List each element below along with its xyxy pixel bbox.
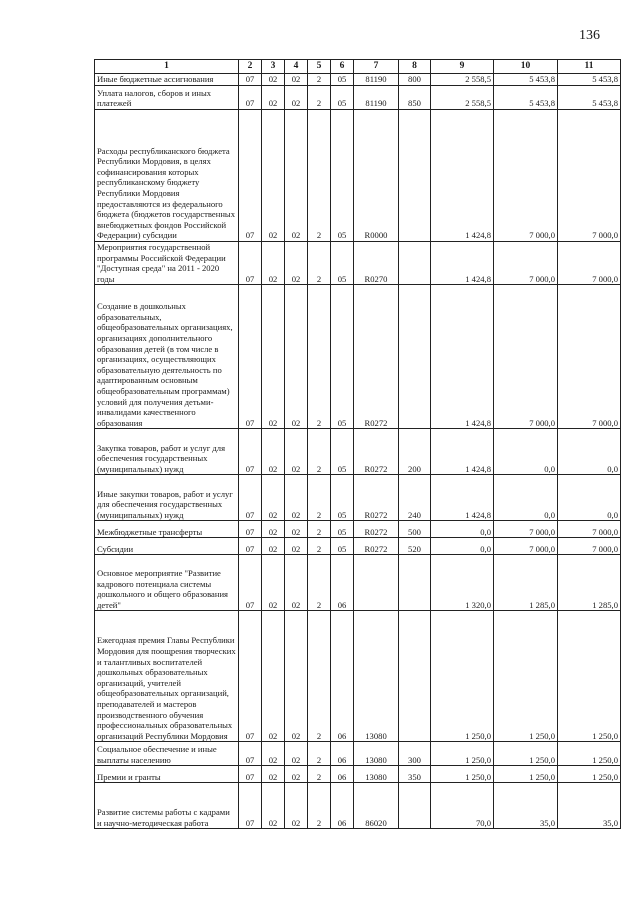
cell-col-4: 02 xyxy=(285,555,308,611)
column-header-6: 6 xyxy=(331,60,354,74)
cell-col-2: 07 xyxy=(239,521,262,538)
cell-col-4: 02 xyxy=(285,766,308,783)
cell-col-8 xyxy=(399,783,431,829)
cell-col-7: R0270 xyxy=(354,242,399,285)
column-header-5: 5 xyxy=(308,60,331,74)
cell-col-6: 06 xyxy=(331,555,354,611)
page-number: 136 xyxy=(579,28,600,43)
cell-col-7: 13080 xyxy=(354,766,399,783)
cell-col-7: R0000 xyxy=(354,110,399,242)
cell-col-4: 02 xyxy=(285,783,308,829)
cell-col-3: 02 xyxy=(262,766,285,783)
cell-col-7: 86020 xyxy=(354,783,399,829)
table-row xyxy=(95,110,621,242)
cell-col-10: 1 250,0 xyxy=(494,766,558,783)
cell-col-4: 02 xyxy=(285,611,308,742)
row-name: Расходы республиканского бюджета Республики Мордовия, в целях софинансирования которых республиканскому бюджету Республики Мордовия предоставляются из федерального бюджета (бюджетов государственных внебюджетных фондов Российской Федерации) субсидии xyxy=(95,110,239,242)
cell-col-6: 05 xyxy=(331,475,354,521)
cell-col-6: 06 xyxy=(331,611,354,742)
row-name: Социальное обеспечение и иные выплаты населению xyxy=(95,742,239,766)
cell-col-8: 850 xyxy=(399,86,431,110)
table-row xyxy=(95,766,621,783)
cell-col-7: R0272 xyxy=(354,521,399,538)
table-row xyxy=(95,242,621,285)
cell-col-8: 350 xyxy=(399,766,431,783)
cell-col-11: 1 250,0 xyxy=(558,742,621,766)
cell-col-2: 07 xyxy=(239,611,262,742)
cell-col-6: 05 xyxy=(331,285,354,429)
cell-col-5: 2 xyxy=(308,285,331,429)
table-row xyxy=(95,86,621,110)
cell-col-5: 2 xyxy=(308,611,331,742)
cell-col-2: 07 xyxy=(239,242,262,285)
column-header-1: 1 xyxy=(95,60,239,74)
cell-col-3: 02 xyxy=(262,475,285,521)
cell-col-10: 1 285,0 xyxy=(494,555,558,611)
cell-col-6: 05 xyxy=(331,242,354,285)
cell-col-3: 02 xyxy=(262,521,285,538)
cell-col-11: 1 250,0 xyxy=(558,611,621,742)
cell-col-7: 13080 xyxy=(354,742,399,766)
cell-col-5: 2 xyxy=(308,475,331,521)
cell-col-6: 05 xyxy=(331,110,354,242)
cell-col-4: 02 xyxy=(285,429,308,475)
cell-col-8: 200 xyxy=(399,429,431,475)
cell-col-4: 02 xyxy=(285,86,308,110)
cell-col-5: 2 xyxy=(308,555,331,611)
cell-col-9: 1 424,8 xyxy=(431,475,494,521)
cell-col-4: 02 xyxy=(285,742,308,766)
cell-col-3: 02 xyxy=(262,742,285,766)
cell-col-11: 5 453,8 xyxy=(558,86,621,110)
cell-col-5: 2 xyxy=(308,86,331,110)
cell-col-6: 05 xyxy=(331,86,354,110)
cell-col-4: 02 xyxy=(285,285,308,429)
cell-col-3: 02 xyxy=(262,86,285,110)
cell-col-9: 1 320,0 xyxy=(431,555,494,611)
row-name: Ежегодная премия Главы Республики Мордовия для поощрения творческих и талантливых воспитателей дошкольных образовательных организаций, учителей общеобразовательных организаций, преподавателей и мастеров производственного обучения профессиональных образовательных организаций Республики Мордовия xyxy=(95,611,239,742)
cell-col-2: 07 xyxy=(239,783,262,829)
column-header-4: 4 xyxy=(285,60,308,74)
table-row xyxy=(95,538,621,555)
cell-col-2: 07 xyxy=(239,538,262,555)
cell-col-9: 1 424,8 xyxy=(431,110,494,242)
cell-col-11: 0,0 xyxy=(558,429,621,475)
cell-col-9: 2 558,5 xyxy=(431,86,494,110)
cell-col-2: 07 xyxy=(239,74,262,86)
cell-col-8: 300 xyxy=(399,742,431,766)
cell-col-10: 1 250,0 xyxy=(494,611,558,742)
cell-col-3: 02 xyxy=(262,538,285,555)
cell-col-6: 06 xyxy=(331,766,354,783)
row-name: Уплата налогов, сборов и иных платежей xyxy=(95,86,239,110)
cell-col-2: 07 xyxy=(239,429,262,475)
cell-col-11: 1 250,0 xyxy=(558,766,621,783)
cell-col-9: 0,0 xyxy=(431,538,494,555)
table-row xyxy=(95,521,621,538)
cell-col-3: 02 xyxy=(262,611,285,742)
cell-col-8: 520 xyxy=(399,538,431,555)
cell-col-5: 2 xyxy=(308,242,331,285)
cell-col-11: 7 000,0 xyxy=(558,521,621,538)
table-row xyxy=(95,74,621,86)
cell-col-9: 70,0 xyxy=(431,783,494,829)
cell-col-10: 35,0 xyxy=(494,783,558,829)
cell-col-8 xyxy=(399,555,431,611)
cell-col-4: 02 xyxy=(285,242,308,285)
cell-col-7: 81190 xyxy=(354,74,399,86)
cell-col-3: 02 xyxy=(262,555,285,611)
cell-col-2: 07 xyxy=(239,110,262,242)
cell-col-9: 0,0 xyxy=(431,521,494,538)
cell-col-7: 13080 xyxy=(354,611,399,742)
cell-col-10: 0,0 xyxy=(494,475,558,521)
cell-col-7 xyxy=(354,555,399,611)
cell-col-9: 1 424,8 xyxy=(431,285,494,429)
cell-col-2: 07 xyxy=(239,475,262,521)
table-body xyxy=(95,74,621,829)
cell-col-10: 7 000,0 xyxy=(494,242,558,285)
cell-col-4: 02 xyxy=(285,110,308,242)
column-header-2: 2 xyxy=(239,60,262,74)
cell-col-6: 05 xyxy=(331,538,354,555)
cell-col-4: 02 xyxy=(285,538,308,555)
cell-col-3: 02 xyxy=(262,74,285,86)
row-name: Иные закупки товаров, работ и услуг для обеспечения государственных (муниципальных) нужд xyxy=(95,475,239,521)
cell-col-11: 1 285,0 xyxy=(558,555,621,611)
cell-col-10: 1 250,0 xyxy=(494,742,558,766)
cell-col-7: R0272 xyxy=(354,285,399,429)
cell-col-11: 35,0 xyxy=(558,783,621,829)
cell-col-3: 02 xyxy=(262,783,285,829)
table-row xyxy=(95,555,621,611)
cell-col-3: 02 xyxy=(262,285,285,429)
cell-col-7: 81190 xyxy=(354,86,399,110)
column-header-9: 9 xyxy=(431,60,494,74)
row-name: Премии и гранты xyxy=(95,766,239,783)
cell-col-7: R0272 xyxy=(354,429,399,475)
row-name: Субсидии xyxy=(95,538,239,555)
cell-col-10: 7 000,0 xyxy=(494,285,558,429)
cell-col-5: 2 xyxy=(308,766,331,783)
cell-col-2: 07 xyxy=(239,86,262,110)
table-row xyxy=(95,611,621,742)
cell-col-11: 7 000,0 xyxy=(558,285,621,429)
cell-col-9: 1 424,8 xyxy=(431,242,494,285)
cell-col-4: 02 xyxy=(285,521,308,538)
cell-col-8: 240 xyxy=(399,475,431,521)
cell-col-11: 7 000,0 xyxy=(558,110,621,242)
cell-col-11: 0,0 xyxy=(558,475,621,521)
cell-col-8: 800 xyxy=(399,74,431,86)
cell-col-3: 02 xyxy=(262,110,285,242)
row-name: Создание в дошкольных образовательных, общеобразовательных организациях, организациях дополнительного образования детей (в том числе в организациях, осуществляющих образовательную деятельность по адаптированным основным общеобразовательным программам) условий для получения детьми-инвалидами качественного образования xyxy=(95,285,239,429)
cell-col-6: 05 xyxy=(331,429,354,475)
cell-col-11: 7 000,0 xyxy=(558,242,621,285)
row-name: Иные бюджетные ассигнования xyxy=(95,74,239,86)
row-name: Закупка товаров, работ и услуг для обеспечения государственных (муниципальных) нужд xyxy=(95,429,239,475)
row-name: Мероприятия государственной программы Российской Федерации "Доступная среда" на 2011 - 2020 годы xyxy=(95,242,239,285)
cell-col-2: 07 xyxy=(239,555,262,611)
cell-col-10: 7 000,0 xyxy=(494,110,558,242)
cell-col-9: 1 250,0 xyxy=(431,742,494,766)
cell-col-4: 02 xyxy=(285,74,308,86)
cell-col-5: 2 xyxy=(308,74,331,86)
cell-col-3: 02 xyxy=(262,242,285,285)
cell-col-5: 2 xyxy=(308,783,331,829)
cell-col-9: 1 424,8 xyxy=(431,429,494,475)
table-row xyxy=(95,742,621,766)
cell-col-2: 07 xyxy=(239,766,262,783)
table-row xyxy=(95,783,621,829)
cell-col-8: 500 xyxy=(399,521,431,538)
cell-col-8 xyxy=(399,242,431,285)
cell-col-5: 2 xyxy=(308,538,331,555)
cell-col-5: 2 xyxy=(308,429,331,475)
cell-col-6: 06 xyxy=(331,783,354,829)
row-name: Межбюджетные трансферты xyxy=(95,521,239,538)
cell-col-8 xyxy=(399,110,431,242)
cell-col-11: 5 453,8 xyxy=(558,74,621,86)
cell-col-4: 02 xyxy=(285,475,308,521)
cell-col-2: 07 xyxy=(239,742,262,766)
cell-col-11: 7 000,0 xyxy=(558,538,621,555)
cell-col-9: 1 250,0 xyxy=(431,611,494,742)
table-row xyxy=(95,475,621,521)
cell-col-3: 02 xyxy=(262,429,285,475)
cell-col-5: 2 xyxy=(308,110,331,242)
column-header-7: 7 xyxy=(354,60,399,74)
cell-col-10: 5 453,8 xyxy=(494,74,558,86)
cell-col-6: 05 xyxy=(331,74,354,86)
column-header-11: 11 xyxy=(558,60,621,74)
column-header-8: 8 xyxy=(399,60,431,74)
header-row xyxy=(95,60,621,74)
budget-table xyxy=(94,59,621,829)
cell-col-10: 5 453,8 xyxy=(494,86,558,110)
cell-col-10: 0,0 xyxy=(494,429,558,475)
cell-col-7: R0272 xyxy=(354,538,399,555)
row-name: Основное мероприятие "Развитие кадрового потенциала системы дошкольного и общего образования детей" xyxy=(95,555,239,611)
column-header-3: 3 xyxy=(262,60,285,74)
table-row xyxy=(95,429,621,475)
cell-col-8 xyxy=(399,611,431,742)
cell-col-8 xyxy=(399,285,431,429)
cell-col-9: 1 250,0 xyxy=(431,766,494,783)
cell-col-5: 2 xyxy=(308,521,331,538)
column-header-10: 10 xyxy=(494,60,558,74)
cell-col-7: R0272 xyxy=(354,475,399,521)
cell-col-10: 7 000,0 xyxy=(494,521,558,538)
cell-col-2: 07 xyxy=(239,285,262,429)
cell-col-5: 2 xyxy=(308,742,331,766)
table-row xyxy=(95,285,621,429)
cell-col-6: 05 xyxy=(331,521,354,538)
cell-col-10: 7 000,0 xyxy=(494,538,558,555)
cell-col-6: 06 xyxy=(331,742,354,766)
row-name: Развитие системы работы с кадрами и научно-методическая работа xyxy=(95,783,239,829)
cell-col-9: 2 558,5 xyxy=(431,74,494,86)
